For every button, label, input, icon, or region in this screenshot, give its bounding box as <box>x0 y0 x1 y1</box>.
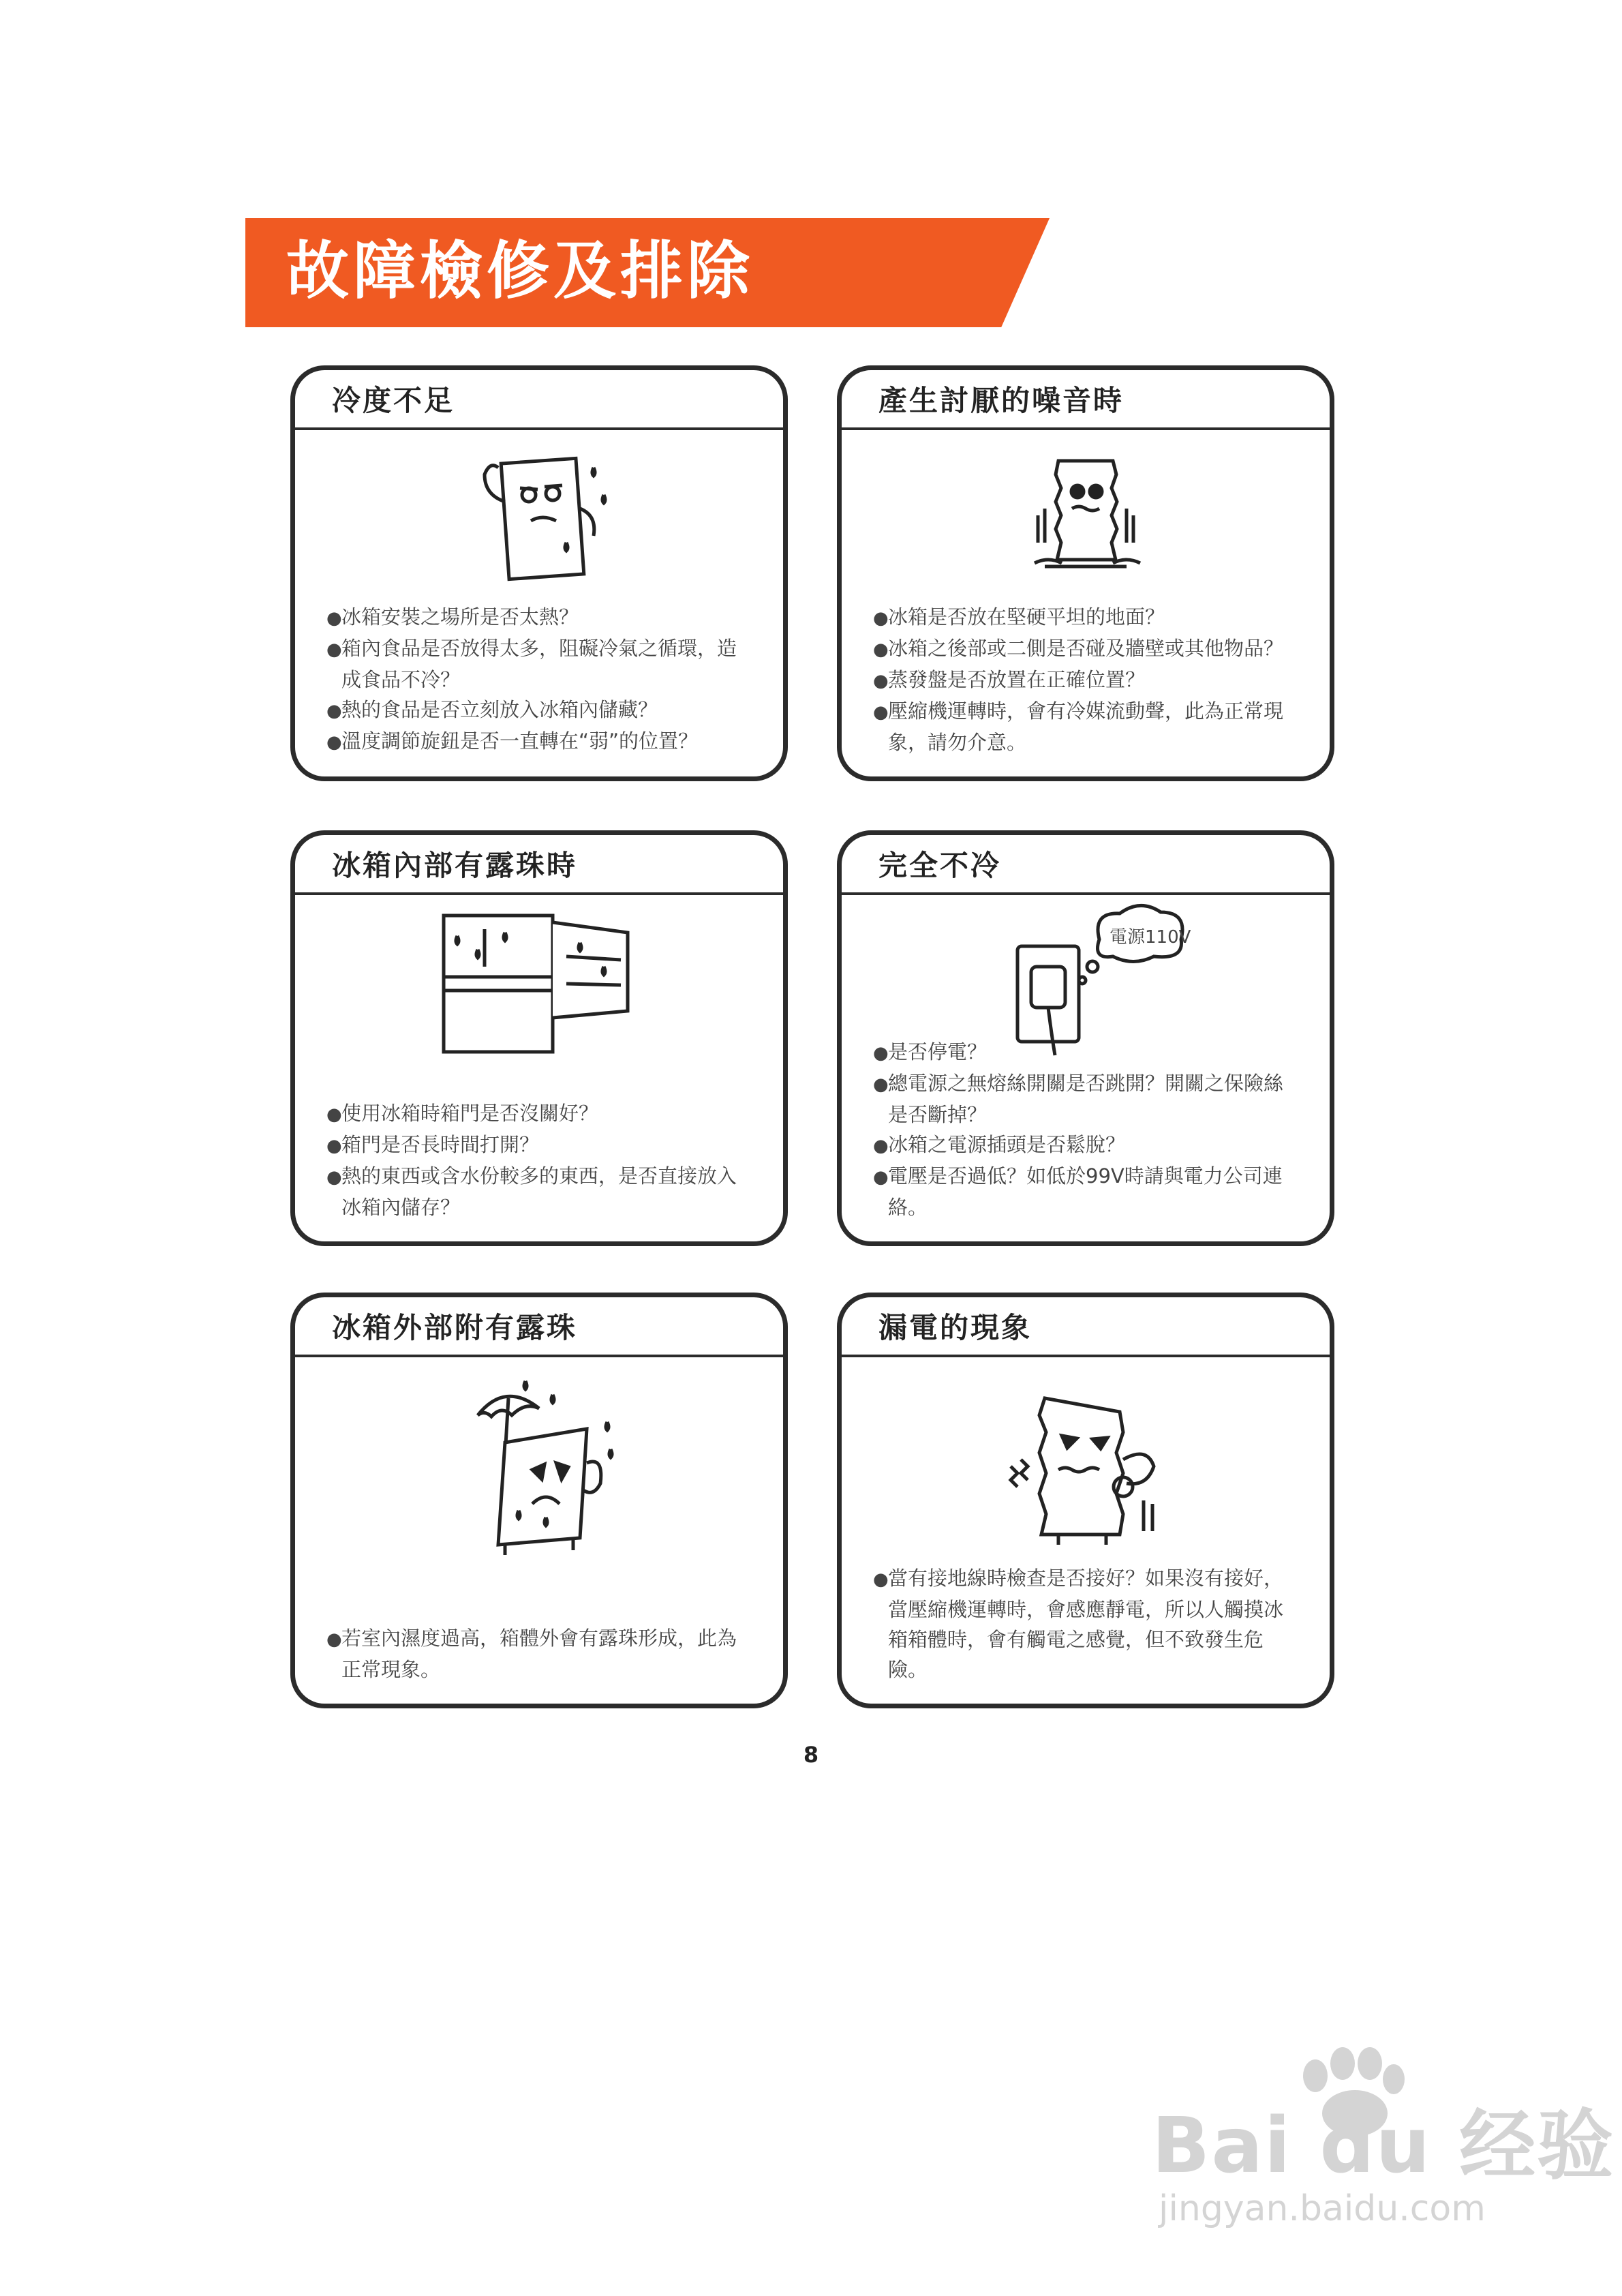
checklist <box>326 1098 756 1222</box>
list-item: ●冰箱是否放在堅硬平坦的地面？ <box>873 605 1165 629</box>
list-item: ●冰箱安裝之場所是否太熱？ <box>326 605 579 629</box>
section-header <box>842 370 1330 430</box>
section-title: 冰箱內部有露珠時 <box>332 849 578 882</box>
list-item: ●熱的東西或含水份較多的東西，是否直接放入冰箱內儲存？ <box>326 1164 737 1219</box>
checklist <box>873 602 1302 757</box>
open-door-fridge-icon <box>295 895 783 1066</box>
section-title: 漏電的現象 <box>878 1311 1032 1344</box>
section-card-internal-condensation <box>290 830 788 1246</box>
bubble-text: 電源110V <box>1110 927 1191 948</box>
umbrella-fridge-icon <box>295 1357 783 1582</box>
list-item: ●冰箱之電源插頭是否鬆脫？ <box>873 1133 1126 1156</box>
section-header <box>842 1297 1330 1357</box>
section-card-current-leakage <box>837 1293 1334 1708</box>
shaking-fridge-icon <box>842 430 1330 601</box>
section-card-external-condensation <box>290 1293 788 1708</box>
section-card-not-cooling <box>837 830 1334 1246</box>
section-card-insufficient-cooling <box>290 365 788 781</box>
page-number: 8 <box>803 1742 819 1768</box>
list-item: ●是否停電？ <box>873 1040 988 1063</box>
shocked-fridge-icon <box>842 1371 1330 1575</box>
list-item: ●熱的食品是否立刻放入冰箱內儲藏？ <box>326 698 658 721</box>
list-item: ●當有接地線時檢查是否接好？如果沒有接好，當壓縮機運轉時，會感應靜電，所以人觸摸冰箱箱體時，會有觸電之感覺，但不致發生危險。 <box>873 1567 1284 1681</box>
watermark-url: jingyan.baidu.com <box>1159 2188 1486 2229</box>
section-header <box>295 370 783 430</box>
watermark-logo: Bai du 经验 <box>1152 2102 1615 2190</box>
list-item: ●總電源之無熔絲開關是否跳開？開關之保險絲是否斷掉？ <box>873 1072 1284 1126</box>
section-title: 產生討厭的噪音時 <box>878 384 1124 417</box>
section-header <box>295 835 783 895</box>
section-card-noise <box>837 365 1334 781</box>
list-item: ●蒸發盤是否放置在正確位置？ <box>873 668 1146 691</box>
list-item: ●電壓是否過低？如低於99V時請與電力公司連絡。 <box>873 1164 1283 1219</box>
list-item: ●溫度調節旋鈕是否一直轉在“弱”的位置？ <box>326 729 699 753</box>
list-item: ●壓縮機運轉時，會有冷媒流動聲，此為正常現象，請勿介意。 <box>873 699 1284 754</box>
page-title: 故障檢修及排除 <box>286 235 754 307</box>
checklist <box>873 1563 1302 1685</box>
checklist <box>873 1037 1302 1222</box>
section-title: 冷度不足 <box>332 384 455 417</box>
section-header <box>295 1297 783 1357</box>
sweating-fridge-icon <box>295 430 783 601</box>
section-header <box>842 835 1330 895</box>
list-item: ●若室內濕度過高，箱體外會有露珠形成，此為正常現象。 <box>326 1627 737 1681</box>
section-title: 完全不冷 <box>878 849 1002 882</box>
list-item: ●箱門是否長時間打開？ <box>326 1133 540 1156</box>
list-item: ●使用冰箱時箱門是否沒關好？ <box>326 1102 599 1125</box>
checklist <box>326 1623 756 1685</box>
list-item: ●箱內食品是否放得太多，阻礙冷氣之循環，造成食品不冷？ <box>326 637 737 691</box>
section-title: 冰箱外部附有露珠 <box>332 1311 578 1344</box>
list-item: ●冰箱之後部或二側是否碰及牆壁或其他物品？ <box>873 637 1284 660</box>
checklist <box>326 602 756 757</box>
